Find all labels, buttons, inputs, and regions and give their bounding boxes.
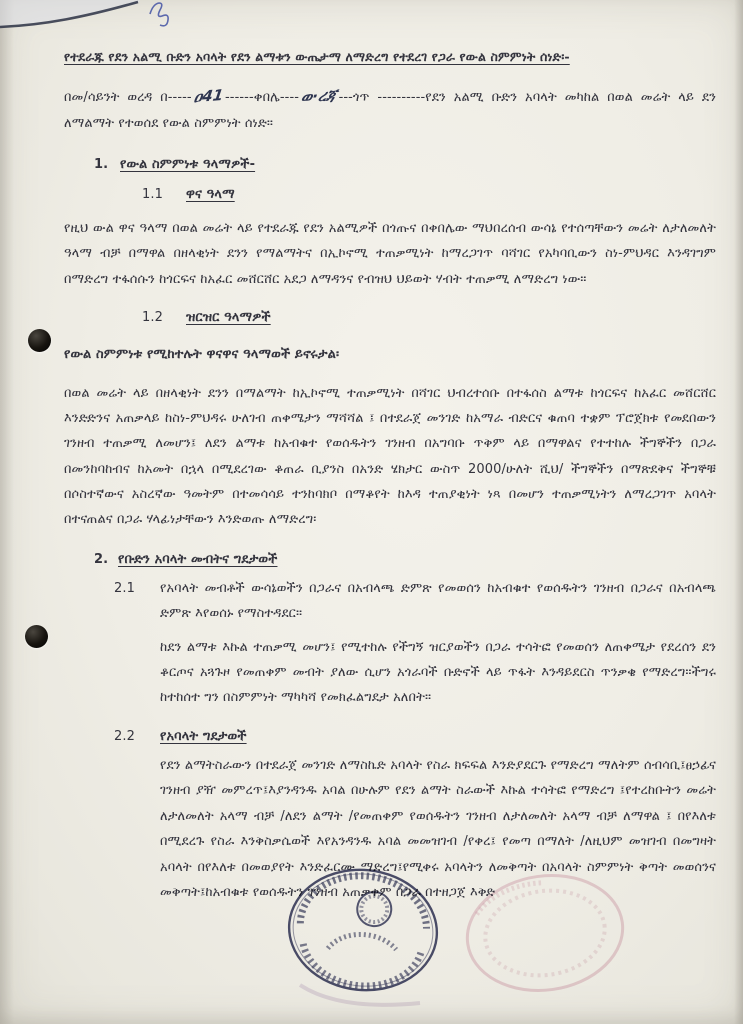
section-1-heading-row	[94, 152, 716, 177]
page-right-edge-shadow	[734, 0, 743, 1024]
section-2-2-heading: የአባላት ግደታወች	[160, 728, 247, 744]
stamp-inner-text	[328, 931, 397, 956]
hole-punch-bottom	[25, 625, 48, 648]
page-left-edge-shadow	[0, 0, 14, 1024]
section-1-1-body: የዚህ ውል ዋና ዓላማ በወል መሬት ላይ የተደራጁ የደን አልሚዎች በጎጡና በቀበሌው ማህበረሰብ ውሳኔ የተሰጣቸውን መሬት ለታለመለት ዓላማ ብቻ በማዋል በዘላቂነት ደንን የማልማትና በኢኮኖሚ ተጠቃሚነት ከማረጋገጥ ባሻገር የአካባቢውን ስነ-ምህዳር እንዳገግም በማድረግ ተፋሰሱን ከጎርፍና ከአፈር መሸርሸር አደጋ ለማዳንና የብዝህ ህይወት ሃብት ተጠቃሚ ለማድረግ ነው።	[64, 220, 716, 287]
handwritten-kebele-entry: ወ·ረጃ	[299, 85, 338, 106]
intro-text-2: ------ቀበሌ----	[225, 89, 300, 105]
hole-punch-top	[28, 329, 51, 352]
section-2-2-heading-row	[114, 724, 716, 749]
section-1-2-lead: የውል ስምምነቱ የሚከተሉት ዋናዋና ዓላማወች ይኖሩታል፡	[64, 347, 340, 363]
section-1-2-number: 1.2	[142, 309, 163, 325]
page-fold-line	[0, 2, 138, 27]
section-2-1-body: የአባላት መብቶች ውሳኔወችን በጋራና በአብላጫ ድምጽ የመወሰን ከአብቁተ የወሰዱትን ገንዘብ በጋራና በአብላጫ ድምጽ እየወሰኑ የማስተዳደር።	[160, 581, 716, 622]
section-2-1-number: 2.1	[114, 581, 135, 597]
section-2-heading: የቡድን አባላት መብትና ግደታወች	[118, 551, 278, 567]
intro-text-3: ---ጎጥ ----------የደን አልሚ ቡድን አባላት መካከል በወል መሬት ላይ ደን ለማልማት የተወሰደ የውል ስምምነት ሰነድ።	[64, 89, 716, 131]
section-1-1-heading-row	[142, 182, 716, 207]
section-1-2-heading-row	[142, 305, 716, 330]
section-2-2-body: የደን ልማትስራውን በተደራጀ መንገድ ለማስኬድ አባላት የስራ ክፍፍል እንድያደርጉ የማድረግ ማለትም ሰብሳቢ፤ፀኃፊና ገንዘብ ያዥ መምረጥ፤እያንዳንዱ አባል በሁሉም የደን ልማት ስራውች እኩል ተሳትፎ የማድረግ ፤የተረከቡትን መሬት ለታለመለት አላማ ብቻ /ለደን ልማት /የመጠቀም የወሰዱትን ገንዘብ ለታለመለት አላማ ብቻ ለማዋል ፤ በየእለቱ በሚደረጉ የስራ እንቅስቃሴወች እየአንዳንዱ አባል መመዝገብ /የቀረ፤ የመጣ በማለት /ለዚህም መዝገብ በመግዛት አባላት በየእለቱ በመወያየት እንድፈርሙ ማድረግ፤የሚቀሩ አባላትን ለመቅጣት በአባላት ስምምነት ቅጣት መወሰንና መቅጣት፤ከአብቁቱ የወሰዱትን ገንዘብ አጠቃቀም በጋራ በተዘጋጀ እቅድ	[160, 758, 716, 900]
document-title: የተደራጁ የደን አልሚ ቡድን አባላት የደን ልማቱን ውጤታማ ለማድረግ የተደረገ የጋራ የውል ስምምነት ሰነድ፡-	[64, 49, 570, 64]
stamp-ring-text-lower	[299, 940, 421, 992]
section-2-2-number: 2.2	[114, 728, 135, 744]
document-body	[64, 46, 716, 918]
intro-paragraph	[64, 82, 716, 137]
section-1-2-heading: ዝርዝር ዓላማዎች	[186, 309, 271, 325]
section-2-number: 2.	[94, 551, 109, 567]
pen-scribble-icon	[150, 3, 168, 26]
page-fold-shading	[0, 0, 140, 26]
section-1-number: 1.	[94, 157, 109, 173]
section-2-heading-row	[94, 547, 716, 572]
section-2-1-row	[114, 576, 716, 627]
section-1-2-body: በወል መሬት ላይ በዘላቂነት ደንን በማልማት ከኢኮኖሚ ተጠቃሚነት በሻገር ህብረተሰቡ በተፋሰስ ልማቱ ከጎርፍና ከአፈር መሸርሸር እንድድንና አጠቃላይ ከስነ-ምህዳሩ ሁለገብ ጠቀሜታን ማሻሻል ፤ በተደራጀ መንገድ ከአማራ ብድርና ቁጠባ ተቋም ፕሮጀክቱ የመደበውን ገንዘብ ተጠቃሚ ለመሆን፤ ለደን ልማቱ ከአብቁተ የወሰዱትን ገንዘብ በአግባቡ ጥቅም ላይ በማዋልና የተተከሉ ችግኞችን በጋራ በመንከባከብና ከአመት በኋላ በሚደረገው ቆጠራ ቢያንስ በአንድ ሄክታር ውስጥ 2000/ሁለት ሺህ/ ችግኞችን በማጽደቅና ችግኞቹ በሶስተኛውና አስረኛው ዓመትም በተመሳሳይ ተንከባክቦ በማቆየት ከእዳ ተጠያቂነት ነጻ በመሆን ተጠቃሚነትን ለማረጋገጥ አባላት በተናጠልና በጋራ ሃላፊነታቸውን እንድወጡ ለማድረግ፡	[64, 385, 716, 528]
section-1-heading: የውል ስምምነቱ ዓላማዎች-	[120, 157, 256, 173]
intro-text-1: በመ/ሳይንት ወረዳ በ-----	[64, 89, 192, 105]
handwritten-woreda-entry: ዐ41	[192, 85, 225, 106]
section-1-1-heading: ዋና ዓላማ	[186, 186, 235, 202]
section-2-1-body-2: ከደን ልማቱ እኩል ተጠቃሚ መሆን፤ የሚተከሉ የችግኝ ዝርያወችን በጋራ ተሳትፎ የመወሰን ለጠቀሜታ የደረሰን ደን ቆርጦና አጓጉዞ የመጠቀም መብት ያለው ሲሆን አጎራባች ቡድኖች ላይ ጥፋት እንዳይደርስ ጥንቃቄ የማድረግ።ችግሩ ከተከሰተ ግን በስምምነት ማካካሻ የመክፈልግደታ አለበት።	[160, 639, 716, 706]
section-1-1-number: 1.1	[142, 186, 163, 202]
purple-stamp-trace	[300, 985, 420, 1005]
